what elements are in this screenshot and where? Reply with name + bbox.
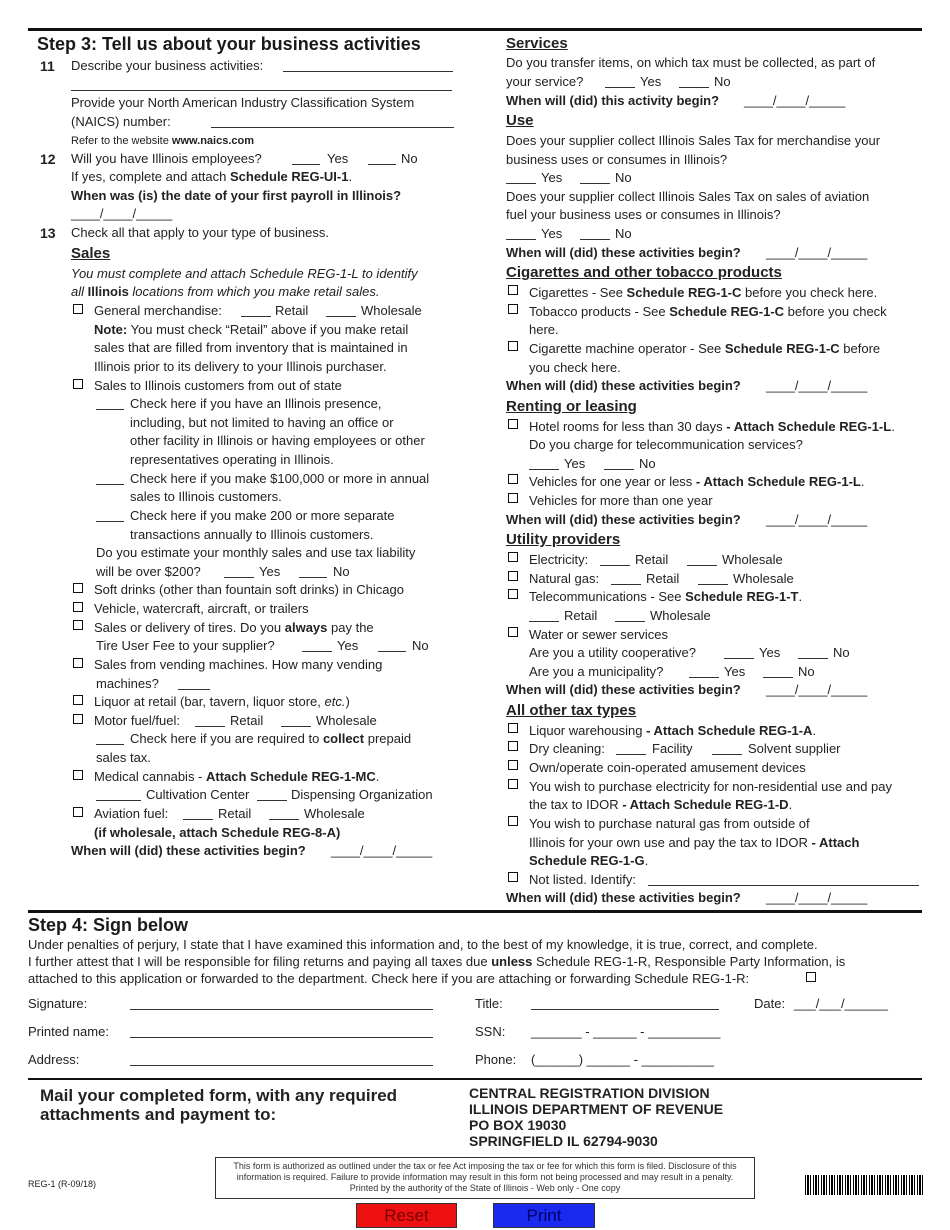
utility-heading: Utility providers xyxy=(506,531,621,548)
vehicles-short-label xyxy=(529,473,864,491)
cigarettes-label xyxy=(529,284,877,302)
use-q1-yes-blank[interactable] xyxy=(506,169,536,184)
use-heading: Use xyxy=(506,112,534,129)
telecom-no-label: No xyxy=(639,456,656,471)
estimate-yes-label: Yes xyxy=(259,564,281,579)
out-of-state-checkbox[interactable] xyxy=(73,379,83,389)
natural-gas-wholesale-label: Wholesale xyxy=(733,571,794,586)
naics-label-2: (NAICS) number: xyxy=(71,114,171,129)
business-activities-field-2[interactable] xyxy=(71,76,452,91)
vehicles-long-checkbox[interactable] xyxy=(508,493,518,503)
general-merchandise-checkbox[interactable] xyxy=(73,304,83,314)
gas2-pre: Illinois for your own use and pay the tax to IDOR xyxy=(529,835,812,850)
prepaid-post: prepaid xyxy=(364,731,412,746)
top-rule xyxy=(28,28,922,31)
legal-notice-line-2: information is required. Failure to provide information may result in this form not being processed and may result in a penalty. xyxy=(236,1172,734,1182)
step4-line-2-bold: unless xyxy=(491,954,533,969)
muni-no-label: No xyxy=(798,664,815,679)
liqw-bold: - Attach Schedule REG-1-A xyxy=(646,723,813,738)
use-q2-line-2: fuel your business uses or consumes in Illinois? xyxy=(506,207,781,222)
coop-question: Are you a utility cooperative? xyxy=(529,645,696,660)
q11-describe-label: Describe your business activities: xyxy=(71,58,264,73)
payroll-date-field[interactable]: ____/____/_____ xyxy=(71,206,173,221)
aviation-wholesale-label: Wholesale xyxy=(304,806,365,821)
date-label: Date: xyxy=(754,996,786,1011)
form-id: REG-1 (R-09/18) xyxy=(28,1179,97,1189)
cannabis-label xyxy=(94,768,379,786)
signature-label: Signature: xyxy=(28,996,88,1011)
tires-pre: Sales or delivery of tires. Do you xyxy=(94,620,285,635)
electricity-wholesale-blank[interactable] xyxy=(687,551,717,566)
cigarettes-bold: Schedule REG-1-C xyxy=(626,285,742,300)
sales-intro-1: You must complete and attach Schedule REG-1-L to identify xyxy=(71,266,418,281)
cannabis-checkbox[interactable] xyxy=(73,770,83,780)
cigarette-machine-label xyxy=(529,340,880,358)
address-field[interactable] xyxy=(130,1051,433,1066)
business-activities-field[interactable] xyxy=(283,57,453,72)
electricity-label: Electricity: xyxy=(529,552,589,567)
title-label: Title: xyxy=(475,996,503,1011)
tobacco-begin-date-field[interactable]: ____/____/_____ xyxy=(766,378,868,393)
general-wholesale-blank[interactable] xyxy=(326,302,356,317)
motor-fuel-checkbox[interactable] xyxy=(73,714,83,724)
telecomm-post: . xyxy=(798,589,803,604)
elec2-pre: the tax to IDOR xyxy=(529,797,623,812)
naics-field[interactable] xyxy=(211,113,454,128)
q12-no-label: No xyxy=(401,151,418,166)
water-checkbox[interactable] xyxy=(508,627,518,637)
telecom-question: Do you charge for telecommunication services? xyxy=(529,437,803,452)
use-q1-no-label: No xyxy=(615,170,632,185)
prepaid-bold: collect xyxy=(322,731,365,746)
muni-yes-blank[interactable] xyxy=(689,663,719,678)
general-wholesale-label: Wholesale xyxy=(361,303,422,318)
cultivation-blank[interactable] xyxy=(96,786,141,801)
services-begin-date-field[interactable]: ____/____/_____ xyxy=(744,93,846,108)
cannabis-post: . xyxy=(375,769,380,784)
sales-intro-2 xyxy=(71,283,380,301)
renting-begin-date-field[interactable]: ____/____/_____ xyxy=(766,512,868,527)
address-label: Address: xyxy=(28,1052,80,1067)
motor-fuel-wholesale-blank[interactable] xyxy=(281,712,311,727)
hotel-checkbox[interactable] xyxy=(508,419,518,429)
naics-refer xyxy=(71,132,254,150)
gas-purchase-line-3 xyxy=(529,852,648,870)
estimate-no-label: No xyxy=(333,564,350,579)
facility-blank[interactable] xyxy=(616,740,646,755)
transactions-line-1: Check here if you make 200 or more separate xyxy=(130,508,395,523)
q12-attach-prefix: If yes, complete and attach xyxy=(71,169,230,184)
soft-drinks-label: Soft drinks (other than fountain soft drinks) in Chicago xyxy=(94,582,404,597)
tires-line-1 xyxy=(94,619,374,637)
liquor-warehousing-label xyxy=(529,722,816,740)
coin-operated-checkbox[interactable] xyxy=(508,760,518,770)
phone-field[interactable]: (______) ______ - __________ xyxy=(531,1052,714,1067)
note-line-1 xyxy=(94,321,408,339)
dry-cleaning-label: Dry cleaning: xyxy=(529,741,605,756)
tobacco-products-line-2: here. xyxy=(529,322,559,337)
sales-when-label: When will (did) these activities begin? xyxy=(71,843,306,858)
vehicle-label: Vehicle, watercraft, aircraft, or trailers xyxy=(94,601,309,616)
renting-heading: Renting or leasing xyxy=(506,398,637,415)
tobacco-pre: Tobacco products - See xyxy=(529,304,670,319)
phone-label: Phone: xyxy=(475,1052,517,1067)
tires-no-label: No xyxy=(412,638,429,653)
other-when-label: When will (did) these activities begin? xyxy=(506,890,741,905)
gas-purchase-line-2 xyxy=(529,834,859,852)
motor-fuel-wholesale-label: Wholesale xyxy=(316,713,377,728)
tires-yes-label: Yes xyxy=(337,638,359,653)
mail-instruction-1: Mail your completed form, with any required xyxy=(40,1086,398,1105)
electricity-checkbox[interactable] xyxy=(508,552,518,562)
estimate-no-blank[interactable] xyxy=(299,563,327,578)
services-yes-label: Yes xyxy=(640,74,662,89)
natural-gas-label: Natural gas: xyxy=(529,571,600,586)
muni-yes-label: Yes xyxy=(724,664,746,679)
not-listed-label: Not listed. Identify: xyxy=(529,872,636,887)
liquor-checkbox[interactable] xyxy=(73,695,83,705)
coop-yes-label: Yes xyxy=(759,645,781,660)
not-listed-field[interactable] xyxy=(648,871,919,886)
ssn-label: SSN: xyxy=(475,1024,506,1039)
cigarettes-checkbox[interactable] xyxy=(508,285,518,295)
signature-field[interactable] xyxy=(130,995,433,1010)
telecom-no-blank[interactable] xyxy=(604,455,634,470)
cannabis-pre: Medical cannabis - xyxy=(94,769,206,784)
dry-cleaning-checkbox[interactable] xyxy=(508,741,518,751)
transactions-line-2: transactions annually to Illinois customers. xyxy=(130,527,374,542)
barcode xyxy=(805,1175,923,1195)
use-q1-no-blank[interactable] xyxy=(580,169,610,184)
telecomm-pre: Telecommunications - See xyxy=(529,589,686,604)
general-merchandise-label: General merchandise: xyxy=(94,303,222,318)
tobacco-when-label: When will (did) these activities begin? xyxy=(506,378,741,393)
out-of-state-label: Sales to Illinois customers from out of state xyxy=(94,378,342,393)
q12-yes-label: Yes xyxy=(327,151,349,166)
ssn-field[interactable]: _______ - ______ - __________ xyxy=(531,1024,721,1039)
hotel-bold: - Attach Schedule REG-1-L xyxy=(726,419,892,434)
general-retail-blank[interactable] xyxy=(241,302,271,317)
mail-address-1: CENTRAL REGISTRATION DIVISION xyxy=(469,1085,710,1101)
not-listed-checkbox[interactable] xyxy=(508,872,518,882)
mail-rule xyxy=(28,1078,922,1080)
telecomm-wholesale-label: Wholesale xyxy=(650,608,711,623)
cannabis-bold: Attach Schedule REG-1-MC xyxy=(206,769,376,784)
telecomm-retail-blank[interactable] xyxy=(529,607,559,622)
aviation-note: (if wholesale, attach Schedule REG-8-A) xyxy=(94,825,341,840)
legal-notice-line-1: This form is authorized as outlined under the tax or fee Act imposing the tax or fee for which this form is filed. Disclosure of this xyxy=(233,1161,737,1171)
use-q2-yes-label: Yes xyxy=(541,226,563,241)
note-text-1: You must check “Retail” above if you make retail xyxy=(127,322,409,337)
q12-question: Will you have Illinois employees? xyxy=(71,151,262,166)
telecomm-bold: Schedule REG-1-T xyxy=(685,589,799,604)
use-q2-no-blank[interactable] xyxy=(580,225,610,240)
motor-fuel-label: Motor fuel/fuel: xyxy=(94,713,180,728)
q13-number: 13 xyxy=(40,225,56,241)
estimate-line-1: Do you estimate your monthly sales and use tax liability xyxy=(96,545,416,560)
liquor-label xyxy=(94,693,350,711)
q12-number: 12 xyxy=(40,151,56,167)
tires-no-blank[interactable] xyxy=(378,637,406,652)
step4-line-3: attached to this application or forwarded to the department. Check here if you are attaching or forwarding Schedule REG-1-R: xyxy=(28,971,750,986)
electricity-purchase-checkbox[interactable] xyxy=(508,779,518,789)
natural-gas-retail-label: Retail xyxy=(646,571,680,586)
liquor-warehousing-checkbox[interactable] xyxy=(508,723,518,733)
motor-fuel-retail-label: Retail xyxy=(230,713,264,728)
use-q2-yes-blank[interactable] xyxy=(506,225,536,240)
annual-blank[interactable] xyxy=(96,470,124,485)
reset-button[interactable]: Reset xyxy=(356,1203,457,1228)
services-no-blank[interactable] xyxy=(679,73,709,88)
gas2-bold: - Attach xyxy=(811,835,860,850)
use-q2-no-label: No xyxy=(615,226,632,241)
sales-intro-2-post: locations from which you make retail sales. xyxy=(128,284,380,299)
vending-line-1: Sales from vending machines. How many vending xyxy=(94,657,383,672)
prepaid-line-2: sales tax. xyxy=(96,750,151,765)
presence-line-3: other facility in Illinois or having employees or other xyxy=(130,433,425,448)
step4-line-2-post: Schedule REG-1-R, Responsible Party Information, is xyxy=(532,954,846,969)
utility-when-label: When will (did) these activities begin? xyxy=(506,682,741,697)
electricity-retail-label: Retail xyxy=(635,552,669,567)
q13-check: Check all that apply to your type of business. xyxy=(71,225,329,240)
vending-count-field[interactable] xyxy=(178,675,210,690)
step4-rule xyxy=(28,910,922,913)
veh1-bold: - Attach Schedule REG-1-L xyxy=(695,474,861,489)
services-no-label: No xyxy=(714,74,731,89)
presence-line-2: including, but not limited to having an office or xyxy=(130,415,394,430)
date-field[interactable]: ___/___/______ xyxy=(794,996,888,1011)
services-q-line-2: your service? xyxy=(506,74,584,89)
motor-fuel-retail-blank[interactable] xyxy=(195,712,225,727)
q12-attach-schedule: Schedule REG-UI-1 xyxy=(229,169,349,184)
step4-line-2 xyxy=(28,953,845,971)
liquor-post: ) xyxy=(345,694,350,709)
reg1r-checkbox[interactable] xyxy=(806,972,816,982)
aviation-checkbox[interactable] xyxy=(73,807,83,817)
printed-name-field[interactable] xyxy=(130,1023,433,1038)
liquor-etc: etc. xyxy=(324,694,346,709)
q11-number: 11 xyxy=(40,58,55,74)
electricity-retail-blank[interactable] xyxy=(600,551,630,566)
step4-line-1: Under penalties of perjury, I state that I have examined this information and, to the best of my knowledge, it is true, correct, and complete. xyxy=(28,937,818,952)
prepaid-line-1 xyxy=(130,730,411,748)
note-label: Note: xyxy=(94,322,128,337)
natural-gas-checkbox[interactable] xyxy=(508,571,518,581)
coop-no-label: No xyxy=(833,645,850,660)
hotel-pre: Hotel rooms for less than 30 days xyxy=(529,419,727,434)
vehicle-checkbox[interactable] xyxy=(73,602,83,612)
telecomm-wholesale-blank[interactable] xyxy=(615,607,645,622)
tires-checkbox[interactable] xyxy=(73,620,83,630)
services-heading: Services xyxy=(506,35,568,52)
telecommunications-label xyxy=(529,588,802,606)
use-q2-line-1: Does your supplier collect Illinois Sales Tax on sales of aviation xyxy=(506,189,870,204)
sales-intro-2-bold: Illinois xyxy=(87,284,129,299)
services-when-label: When will (did) this activity begin? xyxy=(506,93,720,108)
coop-yes-blank[interactable] xyxy=(724,644,754,659)
sales-begin-date-field[interactable]: ____/____/_____ xyxy=(331,843,433,858)
coin-operated-label: Own/operate coin-operated amusement devices xyxy=(529,760,806,775)
muni-no-blank[interactable] xyxy=(763,663,793,678)
use-begin-date-field[interactable]: ____/____/_____ xyxy=(766,245,868,260)
solvent-label: Solvent supplier xyxy=(748,741,841,756)
cultivation-label: Cultivation Center xyxy=(146,787,250,802)
machine-bold: Schedule REG-1-C xyxy=(724,341,840,356)
cigarettes-pre: Cigarettes - See xyxy=(529,285,627,300)
other-begin-date-field[interactable]: ____/____/_____ xyxy=(766,890,868,905)
tobacco-post: before you check xyxy=(784,304,887,319)
tires-line-2: Tire User Fee to your supplier? xyxy=(96,638,275,653)
legal-notice-line-3: Printed by the authority of the State of Illinois - Web only - One copy xyxy=(349,1183,621,1193)
mail-address-2: ILLINOIS DEPARTMENT OF REVENUE xyxy=(469,1101,724,1117)
tobacco-heading: Cigarettes and other tobacco products xyxy=(506,264,782,281)
use-q1-line-1: Does your supplier collect Illinois Sales Tax for merchandise your xyxy=(506,133,881,148)
natural-gas-wholesale-blank[interactable] xyxy=(698,570,728,585)
dispensing-blank[interactable] xyxy=(257,786,287,801)
mail-address-3: PO BOX 19030 xyxy=(469,1117,567,1133)
tires-bold: always xyxy=(284,620,328,635)
vending-checkbox[interactable] xyxy=(73,658,83,668)
hotel-post: . xyxy=(891,419,895,434)
estimate-line-2: will be over $200? xyxy=(96,564,201,579)
annual-line-2: sales to Illinois customers. xyxy=(130,489,282,504)
use-q1-yes-label: Yes xyxy=(541,170,563,185)
vehicles-long-label: Vehicles for more than one year xyxy=(529,493,713,508)
renting-when-label: When will (did) these activities begin? xyxy=(506,512,741,527)
aviation-retail-label: Retail xyxy=(218,806,252,821)
facility-label: Facility xyxy=(652,741,693,756)
telecommunications-checkbox[interactable] xyxy=(508,589,518,599)
electricity-purchase-line-2 xyxy=(529,796,792,814)
title-field[interactable] xyxy=(531,995,719,1010)
naics-refer-prefix: Refer to the website xyxy=(71,135,172,147)
liqw-post: . xyxy=(812,723,817,738)
electricity-purchase-line-1: You wish to purchase electricity for non-residential use and pay xyxy=(529,779,893,794)
elec2-bold: - Attach Schedule REG-1-D xyxy=(622,797,789,812)
hotel-label xyxy=(529,418,895,436)
step4-title: Step 4: Sign below xyxy=(28,915,189,935)
vending-line-2: machines? xyxy=(96,676,159,691)
use-q1-line-2: business uses or consumes in Illinois? xyxy=(506,152,728,167)
liqw-pre: Liquor warehousing xyxy=(529,723,647,738)
aviation-label: Aviation fuel: xyxy=(94,806,169,821)
services-yes-blank[interactable] xyxy=(605,73,635,88)
note-line-2: sales that are filled from inventory that is maintained in xyxy=(94,340,408,355)
aviation-retail-blank[interactable] xyxy=(183,805,213,820)
sales-heading: Sales xyxy=(71,245,111,262)
water-label: Water or sewer services xyxy=(529,627,668,642)
tobacco-bold: Schedule REG-1-C xyxy=(669,304,785,319)
liquor-pre: Liquor at retail (bar, tavern, liquor store, xyxy=(94,694,325,709)
naics-label-1: Provide your North American Industry Classification System xyxy=(71,95,415,110)
telecomm-retail-label: Retail xyxy=(564,608,598,623)
mail-instruction-2: attachments and payment to: xyxy=(40,1105,277,1124)
gas3-post: . xyxy=(644,853,649,868)
services-q-line-1: Do you transfer items, on which tax must be collected, as part of xyxy=(506,55,876,70)
q12-attach-suffix: . xyxy=(348,169,353,184)
soft-drinks-checkbox[interactable] xyxy=(73,583,83,593)
machine-post: before xyxy=(839,341,881,356)
telecom-yes-blank[interactable] xyxy=(529,455,559,470)
elec2-post: . xyxy=(788,797,793,812)
step3-title: Step 3: Tell us about your business activities xyxy=(37,34,421,54)
veh1-post: . xyxy=(860,474,865,489)
note-line-3: Illinois prior to its delivery to your Illinois purchaser. xyxy=(94,359,387,374)
tobacco-products-checkbox[interactable] xyxy=(508,304,518,314)
prepaid-blank[interactable] xyxy=(96,730,124,745)
coop-no-blank[interactable] xyxy=(798,644,828,659)
q12-yes-blank[interactable] xyxy=(292,150,320,165)
sales-intro-2-pre: all xyxy=(71,284,88,299)
gas-purchase-line-1: You wish to purchase natural gas from outside of xyxy=(529,816,810,831)
tires-post: pay the xyxy=(327,620,374,635)
dispensing-label: Dispensing Organization xyxy=(291,787,433,802)
tobacco-products-label xyxy=(529,303,887,321)
cigarettes-post: before you check here. xyxy=(741,285,878,300)
annual-line-1: Check here if you make $100,000 or more in annual xyxy=(130,471,430,486)
gas3-bold: Schedule REG-1-G xyxy=(529,853,645,868)
muni-question: Are you a municipality? xyxy=(529,664,664,679)
q12-payroll-question: When was (is) the date of your first payroll in Illinois? xyxy=(71,188,402,203)
machine-pre: Cigarette machine operator - See xyxy=(529,341,725,356)
printed-name-label: Printed name: xyxy=(28,1024,109,1039)
q12-attach xyxy=(71,168,352,186)
aviation-wholesale-blank[interactable] xyxy=(269,805,299,820)
general-retail-label: Retail xyxy=(275,303,309,318)
prepaid-pre: Check here if you are required to xyxy=(130,731,323,746)
q12-no-blank[interactable] xyxy=(368,150,396,165)
estimate-yes-blank[interactable] xyxy=(224,563,254,578)
naics-website-link[interactable]: www.naics.com xyxy=(171,135,255,147)
solvent-blank[interactable] xyxy=(712,740,742,755)
legal-notice xyxy=(215,1157,755,1199)
natural-gas-retail-blank[interactable] xyxy=(611,570,641,585)
utility-begin-date-field[interactable]: ____/____/_____ xyxy=(766,682,868,697)
transactions-blank[interactable] xyxy=(96,507,124,522)
cigarette-machine-checkbox[interactable] xyxy=(508,341,518,351)
other-heading: All other tax types xyxy=(506,702,637,719)
cigarette-machine-line-2: you check here. xyxy=(529,360,621,375)
natural-gas-purchase-checkbox[interactable] xyxy=(508,816,518,826)
tires-yes-blank[interactable] xyxy=(302,637,332,652)
presence-line-1: Check here if you have an Illinois presence, xyxy=(130,396,382,411)
step4-line-2-pre: I further attest that I will be responsible for filing returns and paying all taxes due xyxy=(28,954,492,969)
presence-line-4: representatives operating in Illinois. xyxy=(130,452,334,467)
print-button[interactable]: Print xyxy=(493,1203,595,1228)
electricity-wholesale-label: Wholesale xyxy=(722,552,783,567)
vehicles-short-checkbox[interactable] xyxy=(508,474,518,484)
presence-blank[interactable] xyxy=(96,395,124,410)
veh1-pre: Vehicles for one year or less xyxy=(529,474,696,489)
use-when-label: When will (did) these activities begin? xyxy=(506,245,741,260)
mail-address-4: SPRINGFIELD IL 62794-9030 xyxy=(469,1133,658,1149)
telecom-yes-label: Yes xyxy=(564,456,586,471)
